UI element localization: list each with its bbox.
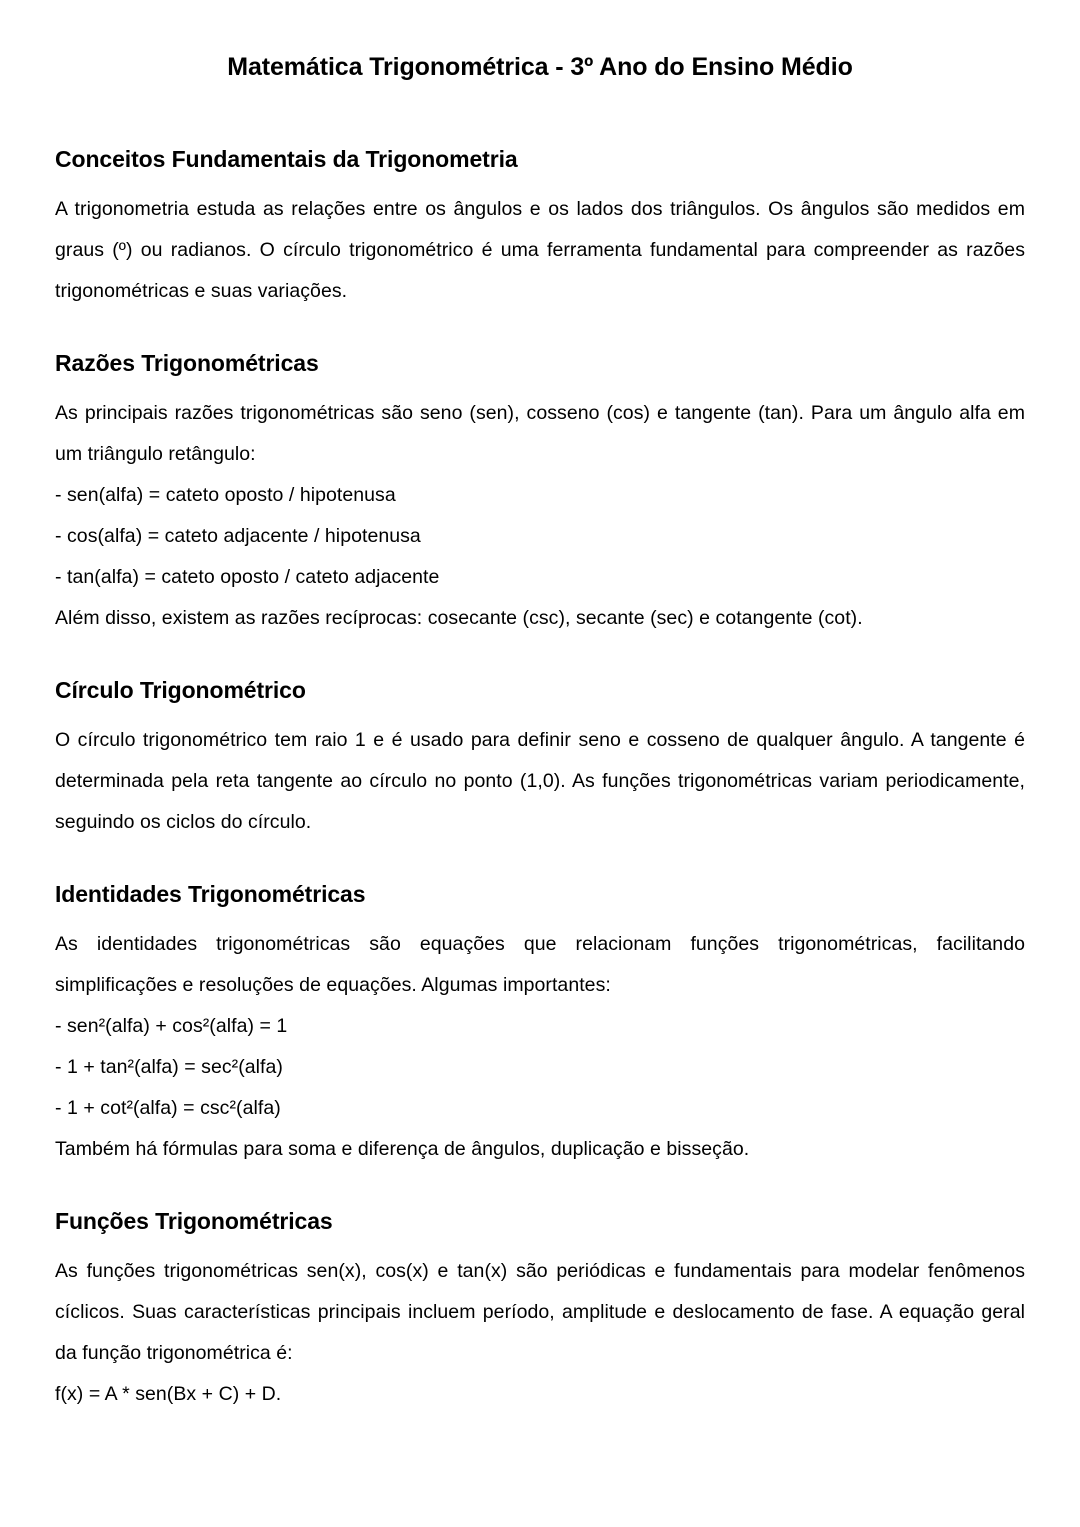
section-closing-text: Também há fórmulas para soma e diferença de ângulos, duplicação e bisseção. — [55, 1137, 750, 1160]
section-paragraph: As funções trigonométricas sen(x), cos(x) e tan(x) são periódicas e fundamentais para modelar fenômenos cíclicos. Suas características principais incluem período, amplitude e deslocamento de fase. A equação geral da função trigonométrica é: — [55, 1259, 1025, 1364]
general-equation: f(x) = A * sen(Bx + C) + D. — [55, 1382, 282, 1405]
page-title: Matemática Trigonométrica - 3º Ano do Ensino Médio — [227, 53, 853, 81]
formula-list — [55, 1006, 1025, 1129]
list-item: - cos(alfa) = cateto adjacente / hipotenusa — [55, 525, 421, 548]
section-spacer — [55, 639, 1025, 676]
section-paragraph: A trigonometria estuda as relações entre os ângulos e os lados dos triângulos. Os ângulos são medidos em graus (º) ou radianos. O círculo trigonométrico é uma ferramenta fundamental para compreender as razões trigonométricas e suas variações. — [55, 198, 1025, 303]
list-item: - 1 + cot²(alfa) = csc²(alfa) — [55, 1096, 281, 1119]
section-heading: Identidades Trigonométricas — [55, 880, 366, 907]
list-item: - tan(alfa) = cateto oposto / cateto adjacente — [55, 566, 440, 589]
section-spacer — [55, 312, 1025, 349]
section-paragraph: O círculo trigonométrico tem raio 1 e é usado para definir seno e cosseno de qualquer ângulo. A tangente é determinada pela reta tangente ao círculo no ponto (1,0). As funções trigonométricas variam periodicamente, seguindo os ciclos do círculo. — [55, 728, 1025, 833]
section-heading: Funções Trigonométricas — [55, 1207, 333, 1234]
section-heading: Círculo Trigonométrico — [55, 677, 306, 704]
section-heading: Razões Trigonométricas — [55, 350, 319, 377]
list-item: - 1 + tan²(alfa) = sec²(alfa) — [55, 1055, 283, 1078]
section-circulo-trigonometrico — [55, 676, 1025, 843]
list-item: - sen²(alfa) + cos²(alfa) = 1 — [55, 1014, 288, 1037]
section-closing-text: Além disso, existem as razões recíprocas: cosecante (csc), secante (sec) e cotangente (cot). — [55, 607, 863, 630]
section-identidades-trigonometricas — [55, 880, 1025, 1170]
section-heading: Conceitos Fundamentais da Trigonometria — [55, 146, 518, 173]
formula-list — [55, 475, 1025, 598]
section-conceitos-fundamentais — [55, 145, 1025, 312]
section-spacer — [55, 843, 1025, 880]
section-razoes-trigonometricas — [55, 349, 1025, 639]
section-paragraph: As identidades trigonométricas são equações que relacionam funções trigonométricas, facilitando simplificações e resoluções de equações. Algumas importantes: — [55, 932, 1025, 996]
section-paragraph: As principais razões trigonométricas são seno (sen), cosseno (cos) e tangente (tan). Para um ângulo alfa em um triângulo retângulo: — [55, 402, 1025, 466]
section-funcoes-trigonometricas — [55, 1207, 1025, 1415]
list-item: - sen(alfa) = cateto oposto / hipotenusa — [55, 484, 396, 507]
section-spacer — [55, 1170, 1025, 1207]
